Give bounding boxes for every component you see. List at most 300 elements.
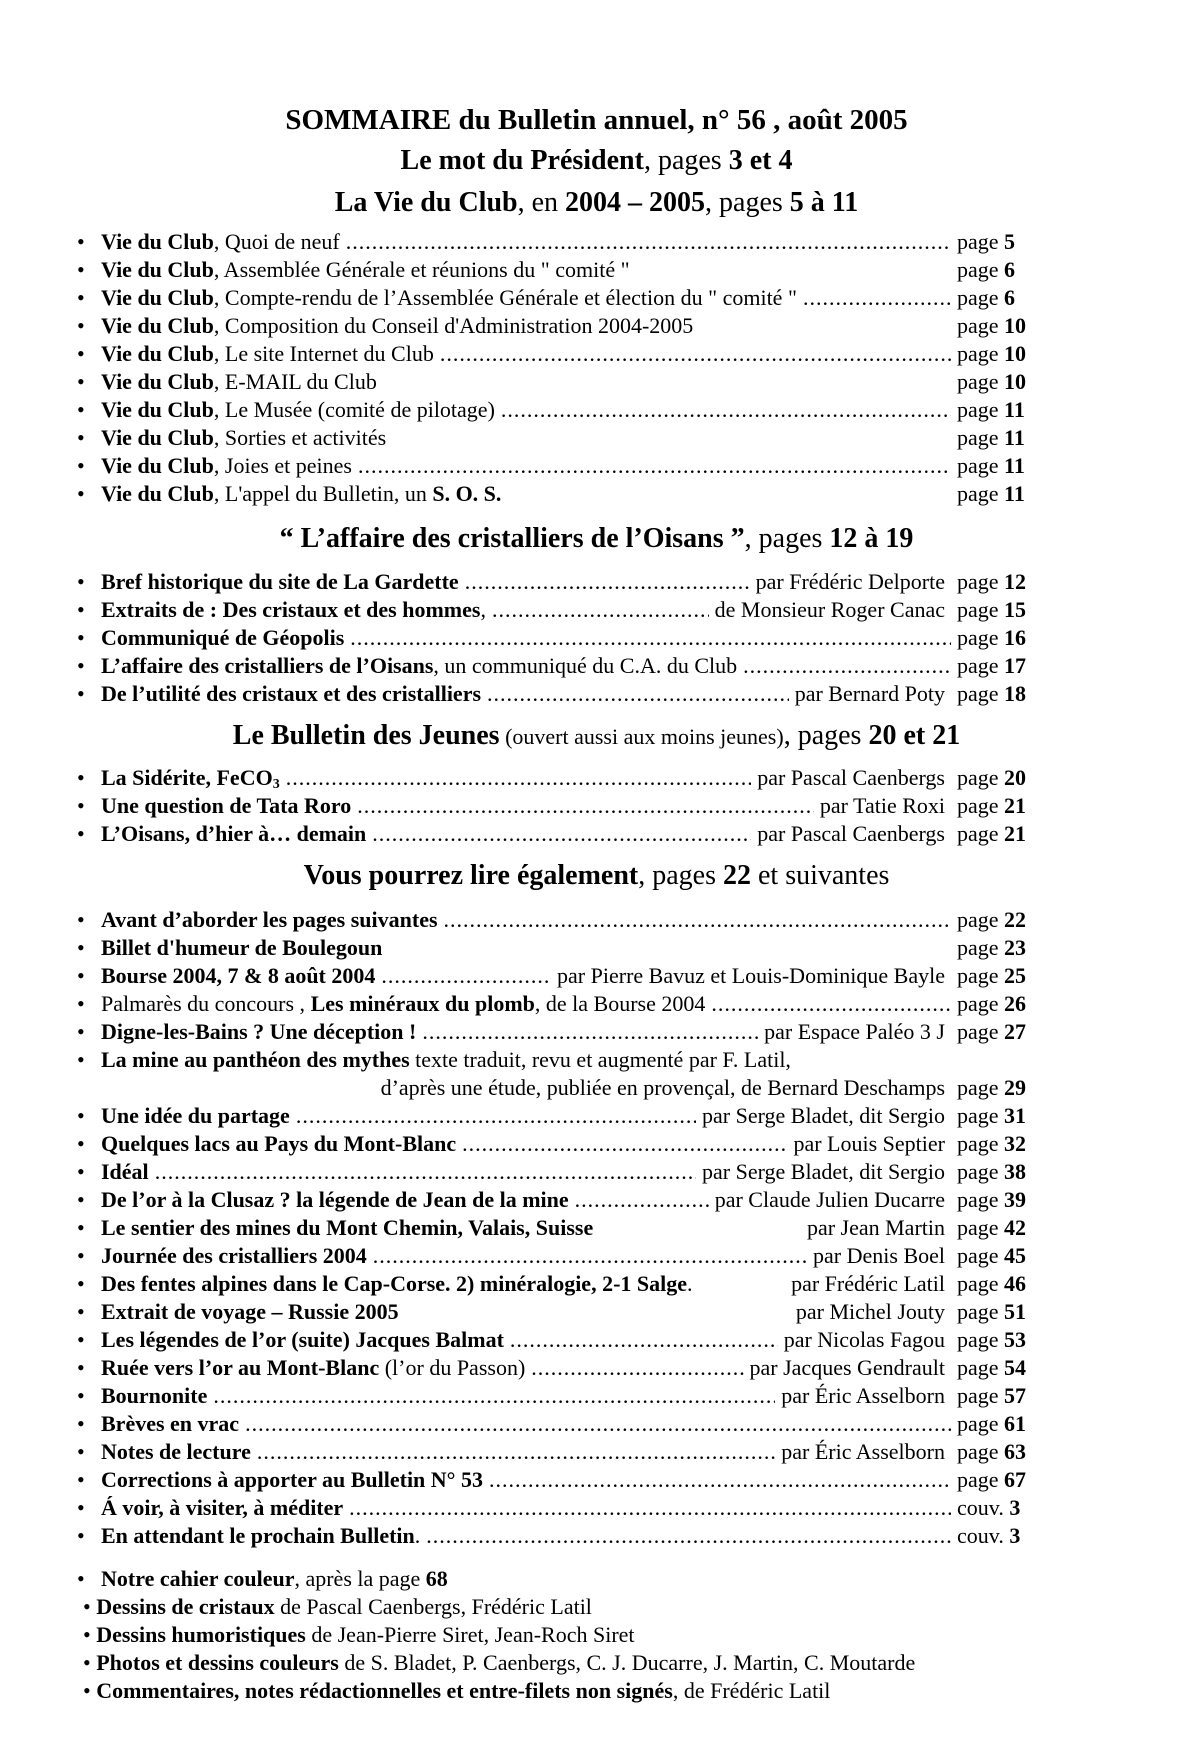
toc-entry <box>101 424 1037 452</box>
toc-page <box>957 368 1037 396</box>
dot-leader <box>444 906 951 934</box>
credit-bold: Dessins de cristaux <box>96 1594 275 1619</box>
page-number: 51 <box>1004 1299 1027 1324</box>
bullet: • <box>77 1523 85 1548</box>
jeunes-heading: Le Bulletin des Jeunes (ouvert aussi aux moins jeunes), pages 20 et 21 <box>232 720 961 751</box>
page-number: 10 <box>1004 341 1027 366</box>
bullet: • <box>83 1650 97 1675</box>
page-label: page <box>957 425 1005 450</box>
credit-rest: , de Frédéric Latil <box>672 1678 831 1703</box>
title-bold: Brèves en vrac <box>101 1411 240 1436</box>
toc-page <box>957 906 1037 934</box>
toc-page <box>957 1102 1037 1130</box>
page-number: 67 <box>1004 1467 1027 1492</box>
bullet: • <box>77 1243 85 1268</box>
toc-page <box>957 424 1037 452</box>
title-bold-2: S. O. S. <box>432 481 502 506</box>
vie-du-club-heading: La Vie du Club, en 2004 – 2005, pages 5 à 11 <box>334 187 859 218</box>
bullet: • <box>77 907 85 932</box>
toc-author: par Louis Septier <box>793 1131 945 1156</box>
toc-page <box>957 312 1037 340</box>
page-number: 23 <box>1004 935 1027 960</box>
toc-item <box>77 568 1037 596</box>
egalement-list <box>77 906 1037 1550</box>
cahier-item: • Notre cahier couleur, après la page 68 <box>77 1566 448 1591</box>
toc-page <box>957 228 1037 256</box>
toc-author: par Pierre Bavuz et Louis-Dominique Bayle <box>557 963 945 988</box>
page-number: 42 <box>1004 1215 1027 1240</box>
bullet: • <box>77 597 85 622</box>
page-label: page <box>957 397 1005 422</box>
bullet: • <box>77 765 85 790</box>
bullet: • <box>77 397 85 422</box>
dot-leader <box>350 624 951 652</box>
title-prefix: Palmarès du concours , <box>101 991 311 1016</box>
title-bold: Vie du Club <box>101 285 214 310</box>
page-label: page <box>957 935 1005 960</box>
dot-leader <box>501 396 951 424</box>
egalement-heading: Vous pourrez lire également, pages 22 et suivantes <box>303 860 890 891</box>
toc-item <box>77 1298 1037 1326</box>
page-number: 11 <box>1004 425 1025 450</box>
toc-author: par Nicolas Fagou <box>783 1327 945 1352</box>
toc-entry <box>101 680 1037 708</box>
toc-title <box>101 1046 791 1074</box>
page-label: page <box>957 1467 1005 1492</box>
toc-item <box>77 1046 1037 1074</box>
page-number: 21 <box>1004 793 1027 818</box>
toc-page <box>957 1326 1037 1354</box>
toc-item <box>77 1018 1037 1046</box>
title-rest: , Le site Internet du Club <box>213 341 434 366</box>
toc-title <box>101 452 352 480</box>
toc-page <box>957 1186 1037 1214</box>
page-number: 15 <box>1004 597 1027 622</box>
toc-item <box>77 452 1037 480</box>
toc-title <box>101 1382 207 1410</box>
bullet: • <box>77 1019 85 1044</box>
toc-page <box>957 284 1037 312</box>
toc-entry <box>101 368 1037 396</box>
toc-title <box>101 1494 343 1522</box>
dot-leader <box>510 1326 778 1354</box>
bullet: • <box>77 569 85 594</box>
bullet: • <box>77 1439 85 1464</box>
toc-entry <box>101 284 1037 312</box>
bullet: • <box>77 1159 85 1184</box>
toc-title <box>101 284 797 312</box>
toc-entry <box>101 1046 1037 1074</box>
toc-entry <box>101 1522 1037 1550</box>
toc-item <box>77 1186 1037 1214</box>
dot-leader <box>349 1494 951 1522</box>
toc-page <box>957 340 1037 368</box>
title-bold: Digne-les-Bains ? Une déception ! <box>101 1019 417 1044</box>
bullet: • <box>77 1355 85 1380</box>
title-bold: Avant d’aborder les pages suivantes <box>101 907 438 932</box>
toc-entry <box>101 1438 1037 1466</box>
toc-entry <box>101 1242 1037 1270</box>
toc-title <box>101 312 693 340</box>
page-label: page <box>957 341 1005 366</box>
title-bold: Les minéraux du plomb <box>310 991 535 1016</box>
page-number: 10 <box>1004 369 1027 394</box>
toc-entry <box>101 990 1037 1018</box>
page-number: 16 <box>1004 625 1027 650</box>
page-number: 6 <box>1004 285 1016 310</box>
jeunes-list <box>77 764 1037 848</box>
toc-title <box>101 424 386 452</box>
bullet: • <box>77 793 85 818</box>
page-number: 25 <box>1004 963 1027 988</box>
page-number: 63 <box>1004 1439 1027 1464</box>
toc-entry <box>101 1382 1037 1410</box>
page-number: 32 <box>1004 1131 1027 1156</box>
title-bold: Une question de Tata Roro <box>101 793 352 818</box>
toc-item <box>77 312 1037 340</box>
bullet: • <box>77 821 85 846</box>
page-number: 17 <box>1004 653 1027 678</box>
title-rest: , de la Bourse 2004 <box>534 991 706 1016</box>
toc-page <box>957 792 1037 820</box>
toc-entry <box>101 820 1037 848</box>
dot-leader <box>711 990 951 1018</box>
toc-title <box>101 906 438 934</box>
title-rest: , Assemblée Générale et réunions du " comité " <box>213 257 630 282</box>
toc-title <box>101 1466 483 1494</box>
toc-title <box>101 934 382 962</box>
toc-author: par Serge Bladet, dit Sergio <box>702 1159 945 1184</box>
page-label: page <box>957 257 1005 282</box>
toc-item <box>77 340 1037 368</box>
toc-item <box>77 680 1037 708</box>
page-number: 11 <box>1004 453 1025 478</box>
bullet: • <box>77 1047 85 1072</box>
title-bold: Ruée vers l’or au Mont-Blanc <box>101 1355 380 1380</box>
bullet: • <box>83 1622 97 1647</box>
toc-item <box>77 792 1037 820</box>
page-number: 46 <box>1004 1271 1027 1296</box>
toc-entry <box>101 396 1037 424</box>
page-label: page <box>957 1103 1005 1128</box>
credit-rest: de Pascal Caenbergs, Frédéric Latil <box>274 1594 592 1619</box>
page-label: page <box>957 453 1005 478</box>
page-number: 39 <box>1004 1187 1027 1212</box>
title-rest: , L'appel du Bulletin, un <box>213 481 433 506</box>
page-label: page <box>957 681 1005 706</box>
dot-leader <box>155 1158 696 1186</box>
toc-page <box>957 1382 1037 1410</box>
vie-du-club-list <box>77 228 1037 508</box>
bullet: • <box>77 1187 85 1212</box>
toc-item <box>77 906 1037 934</box>
toc-item <box>77 764 1037 792</box>
toc-item <box>77 396 1037 424</box>
toc-title <box>101 680 481 708</box>
toc-entry <box>101 1354 1037 1382</box>
dot-leader <box>575 1186 709 1214</box>
toc-title <box>101 396 495 424</box>
toc-author: par Jacques Gendrault <box>749 1355 945 1380</box>
toc-title <box>101 1130 456 1158</box>
bullet: • <box>77 935 85 960</box>
toc-item <box>77 596 1037 624</box>
title-bold: Une idée du partage <box>101 1103 290 1128</box>
toc-title <box>101 340 434 368</box>
toc-entry <box>101 568 1037 596</box>
toc-page <box>957 596 1037 624</box>
toc-page <box>957 480 1037 508</box>
toc-author: par Frédéric Latil <box>791 1271 945 1296</box>
bullet: • <box>77 1327 85 1352</box>
page-number: 11 <box>1004 481 1025 506</box>
toc-entry <box>101 312 1037 340</box>
page-label: page <box>957 1439 1005 1464</box>
dot-leader <box>358 452 951 480</box>
toc-item <box>77 368 1037 396</box>
page-label: page <box>957 313 1005 338</box>
dot-leader <box>357 792 814 820</box>
page-label: page <box>957 229 1005 254</box>
page-label: page <box>957 1075 1005 1100</box>
page-number: 5 <box>1004 229 1016 254</box>
toc-page <box>957 1494 1037 1522</box>
toc-entry <box>101 1018 1037 1046</box>
title-bold: Les légendes de l’or (suite) Jacques Balmat <box>101 1327 504 1352</box>
page-label: page <box>957 821 1005 846</box>
page-label: page <box>957 963 1005 988</box>
toc-entry <box>101 228 1037 256</box>
bullet: • <box>77 369 85 394</box>
title-bold: Communiqué de Géopolis <box>101 625 345 650</box>
dot-leader <box>381 962 551 990</box>
toc-item <box>77 1354 1037 1382</box>
dot-leader <box>462 1130 787 1158</box>
title-bold: Vie du Club <box>101 313 214 338</box>
title-bold: Quelques lacs au Pays du Mont-Blanc <box>101 1131 457 1156</box>
dot-leader <box>286 764 752 792</box>
title-rest: , Composition du Conseil d'Administration 2004-2005 <box>213 313 694 338</box>
toc-page <box>957 652 1037 680</box>
toc-title <box>101 368 377 396</box>
toc-entry <box>101 1130 1037 1158</box>
toc-author: par Éric Asselborn <box>781 1383 945 1408</box>
toc-item <box>77 1382 1037 1410</box>
title-bold: L’affaire des cristalliers de l’Oisans <box>101 653 434 678</box>
toc-item <box>77 624 1037 652</box>
credit-item <box>83 1649 1143 1677</box>
toc-title <box>101 1018 416 1046</box>
page-label: page <box>957 907 1005 932</box>
bullet: • <box>77 229 85 254</box>
dot-leader <box>257 1438 775 1466</box>
title-bold: Vie du Club <box>101 257 214 282</box>
toc-page <box>957 452 1037 480</box>
toc-item <box>77 1466 1037 1494</box>
title-bold: Des fentes alpines dans le Cap-Corse. 2) minéralogie, 2-1 Salge <box>101 1271 688 1296</box>
toc-page <box>957 1074 1037 1102</box>
toc-page <box>957 1466 1037 1494</box>
toc-page <box>957 1018 1037 1046</box>
bullet: • <box>83 1594 97 1619</box>
title-bold: Bournonite <box>101 1383 208 1408</box>
dot-leader <box>743 652 951 680</box>
toc-page <box>957 1158 1037 1186</box>
toc-author: par Bernard Poty <box>794 681 945 706</box>
toc-page <box>957 1130 1037 1158</box>
bullet: • <box>77 341 85 366</box>
toc-author: par Denis Boel <box>813 1243 945 1268</box>
toc-page <box>957 962 1037 990</box>
toc-page <box>957 1354 1037 1382</box>
toc-entry <box>101 792 1037 820</box>
title-rest: . <box>687 1271 693 1296</box>
bullet: • <box>77 1271 85 1296</box>
page-number: 18 <box>1004 681 1027 706</box>
toc-title <box>101 1410 239 1438</box>
bullet: • <box>77 681 85 706</box>
toc-entry <box>101 480 1037 508</box>
document-title: SOMMAIRE du Bulletin annuel, n° 56 , août 2005 <box>285 104 908 136</box>
bullet: • <box>77 1411 85 1436</box>
toc-page <box>957 624 1037 652</box>
page-label: page <box>957 285 1005 310</box>
toc-continuation: d’après une étude, publiée en provençal, de Bernard Deschamps <box>380 1075 945 1100</box>
bullet: • <box>77 991 85 1016</box>
toc-item <box>77 256 1037 284</box>
dot-leader <box>487 680 789 708</box>
page-number: 3 <box>1009 1495 1021 1520</box>
page-number: 10 <box>1004 313 1027 338</box>
title-bold: Notes de lecture <box>101 1439 251 1464</box>
title-bold: Le sentier des mines du Mont Chemin, Valais, Suisse <box>101 1215 594 1240</box>
page-label: page <box>957 991 1005 1016</box>
page-label: page <box>957 1243 1005 1268</box>
toc-author: par Jean Martin <box>806 1215 945 1240</box>
credit-rest: de Jean-Pierre Siret, Jean-Roch Siret <box>305 1622 635 1647</box>
toc-page <box>957 568 1037 596</box>
page-label: page <box>957 1131 1005 1156</box>
toc-entry <box>101 1494 1037 1522</box>
bullet: • <box>77 625 85 650</box>
toc-page <box>957 256 1037 284</box>
toc-item <box>77 1214 1037 1242</box>
page-label: page <box>957 765 1005 790</box>
title-bold: De l’utilité des cristaux et des cristalliers <box>101 681 482 706</box>
credit-item <box>83 1621 1143 1649</box>
toc-entry <box>101 1466 1037 1494</box>
bullet: • <box>77 1383 85 1408</box>
bullet: • <box>77 453 85 478</box>
affaire-list <box>77 568 1037 708</box>
title-bold: Vie du Club <box>101 369 214 394</box>
bullet: • <box>77 1299 85 1324</box>
toc-page <box>957 934 1037 962</box>
toc-item <box>77 652 1037 680</box>
credit-bold: Commentaires, notes rédactionnelles et entre-filets non signés <box>96 1678 673 1703</box>
title-bold: L’Oisans, d’hier à… demain <box>101 821 367 846</box>
toc-title <box>101 962 375 990</box>
bullet: • <box>77 425 85 450</box>
page-number: 31 <box>1004 1103 1027 1128</box>
title-rest: . <box>414 1523 421 1548</box>
toc-title <box>101 820 366 848</box>
toc-author: par Tatie Roxi <box>819 793 945 818</box>
title-bold: Idéal <box>101 1159 149 1184</box>
toc-author: par Michel Jouty <box>795 1299 945 1324</box>
toc-entry <box>101 1410 1037 1438</box>
page-number: 22 <box>1004 907 1027 932</box>
bullet: • <box>77 1467 85 1492</box>
toc-item <box>77 284 1037 312</box>
bullet: • <box>77 1215 85 1240</box>
toc-title <box>101 1102 290 1130</box>
page-label: page <box>957 1411 1005 1436</box>
toc-entry <box>101 906 1037 934</box>
title-rest: texte traduit, revu et augmenté par F. Latil, <box>409 1047 791 1072</box>
toc-entry <box>101 596 1037 624</box>
toc-entry <box>101 1102 1037 1130</box>
page-label: page <box>957 793 1005 818</box>
toc-author: par Pascal Caenbergs <box>757 821 945 846</box>
toc-entry <box>101 340 1037 368</box>
page-number: 6 <box>1004 257 1016 282</box>
credit-rest: de S. Bladet, P. Caenbergs, C. J. Ducarre, J. Martin, C. Moutarde <box>338 1650 916 1675</box>
toc-item <box>77 1242 1037 1270</box>
page-number: 21 <box>1004 821 1027 846</box>
toc-author: par Frédéric Delporte <box>755 569 945 594</box>
dot-leader <box>465 568 750 596</box>
page-label: page <box>957 1159 1005 1184</box>
title-subscript: 3 <box>272 777 280 792</box>
toc-item <box>77 480 1037 508</box>
toc-title <box>101 792 351 820</box>
page-number: 27 <box>1004 1019 1027 1044</box>
toc-author: par Pascal Caenbergs <box>757 765 945 790</box>
dot-leader <box>372 820 751 848</box>
credits-list <box>83 1593 1143 1705</box>
title-bold: Vie du Club <box>101 229 214 254</box>
page-label: page <box>957 569 1005 594</box>
title-bold: Vie du Club <box>101 425 214 450</box>
toc-author: par Serge Bladet, dit Sergio <box>702 1103 945 1128</box>
page-number: 53 <box>1004 1327 1027 1352</box>
toc-title <box>101 652 737 680</box>
toc-entry <box>101 452 1037 480</box>
toc-title <box>101 1242 367 1270</box>
title-bold: La Sidérite, FeCO <box>101 765 273 790</box>
toc-item <box>77 1158 1037 1186</box>
toc-title <box>101 1186 569 1214</box>
toc-page <box>957 764 1037 792</box>
dot-leader <box>373 1242 807 1270</box>
toc-item <box>77 1102 1037 1130</box>
title-bold: Billet d'humeur de Boulegoun <box>101 935 383 960</box>
toc-item <box>77 934 1037 962</box>
toc-page <box>957 1298 1037 1326</box>
jeunes-section <box>0 715 1193 758</box>
dot-leader <box>489 1466 951 1494</box>
toc-item <box>77 962 1037 990</box>
title-rest: , Compte-rendu de l’Assemblée Générale et élection du " comité " <box>213 285 797 310</box>
toc-page <box>957 680 1037 708</box>
toc-item <box>77 1326 1037 1354</box>
dot-leader <box>492 596 709 624</box>
title-bold: Bref historique du site de La Gardette <box>101 569 459 594</box>
title-rest: , E-MAIL du Club <box>213 369 377 394</box>
toc-title <box>101 1214 593 1242</box>
title-rest: , un communiqué du C.A. du Club <box>433 653 738 678</box>
